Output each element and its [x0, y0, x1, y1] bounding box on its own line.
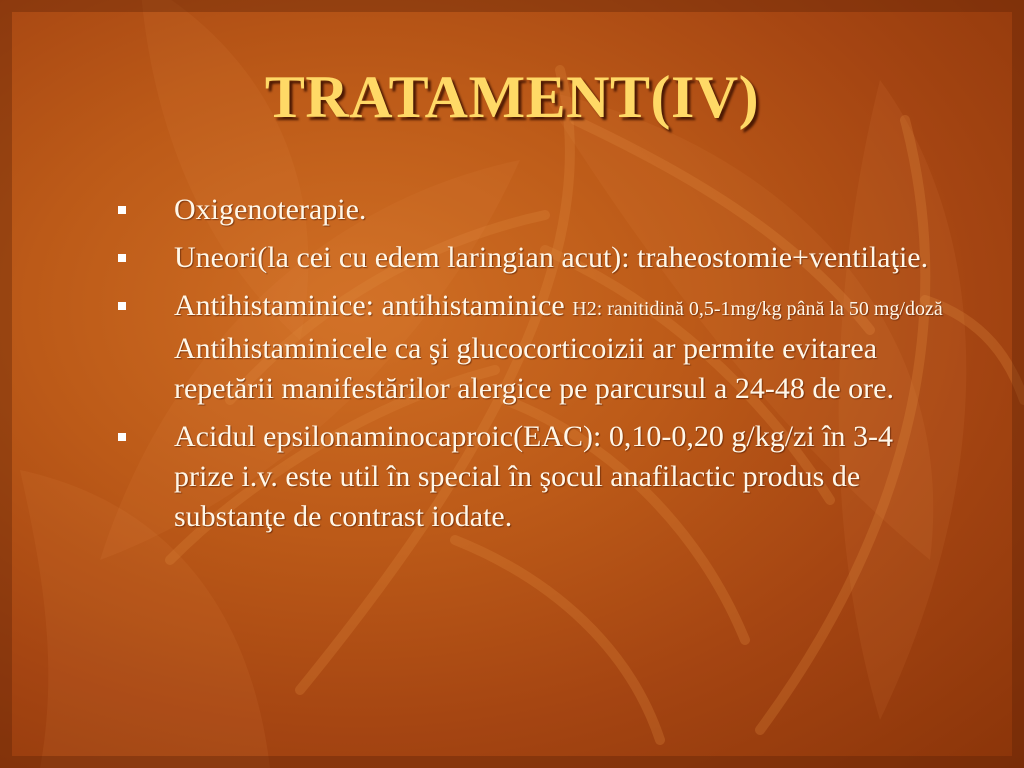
bullet-item-eac [110, 417, 960, 537]
bullet-text-lead: Antihistaminice: antihistaminice [174, 289, 573, 322]
square-bullet-icon [118, 433, 126, 441]
square-bullet-icon [118, 302, 126, 310]
bullet-list [110, 190, 960, 545]
bullet-text: Acidul epsilonaminocaproic(EAC): 0,10-0,20 g/kg/zi în 3-4 prize i.v. este util în special în şocul anafilactic produs de substanţe de contrast iodate. [174, 420, 894, 533]
bullet-item-oxygen-therapy [110, 190, 960, 230]
bullet-item-tracheostomy [110, 238, 960, 278]
bullet-text: Uneori(la cei cu edem laringian acut): traheostomie+ventilaţie. [174, 241, 929, 274]
bullet-item-antihistamines [110, 286, 960, 409]
slide-title: TRATAMENT(IV) [264, 64, 760, 130]
bullet-text: Oxigenoterapie. [174, 193, 367, 226]
bullet-text-dosage: H2: ranitidină 0,5-1mg/kg până la 50 mg/doză [572, 298, 943, 320]
square-bullet-icon [118, 206, 126, 214]
square-bullet-icon [118, 254, 126, 262]
bullet-text-tail: Antihistaminicele ca şi glucocorticoizii ar permite evitarea repetării manifestărilor alergice pe parcursul a 24-48 de ore. [174, 332, 894, 405]
